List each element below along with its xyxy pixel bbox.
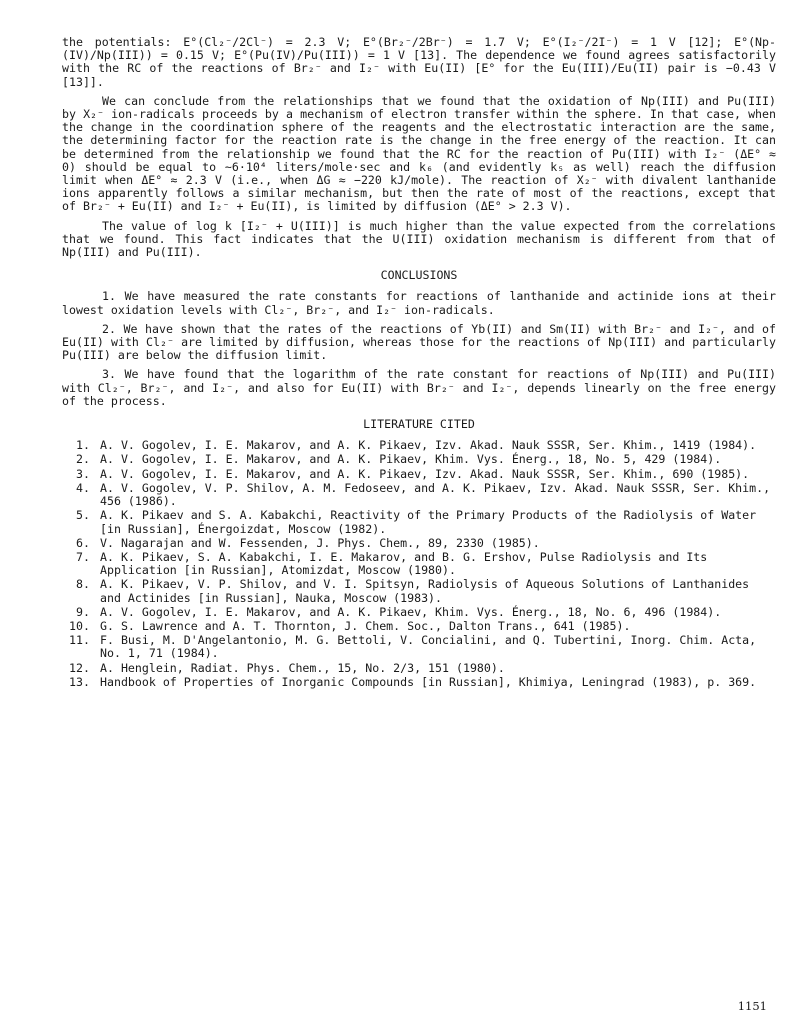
reference-number: 9. xyxy=(76,604,90,619)
conclusion-item: 3. We have found that the logarithm of the rate constant for reactions of Np(III) and Pu(III) with Cl₂⁻, Br₂⁻, and I₂⁻, and also for Eu(II) with Br₂⁻ and I₂⁻, depends linearly on the free energy of the process. xyxy=(62,367,776,408)
reference-text: A. V. Gogolev, V. P. Shilov, A. M. Fedoseev, and A. K. Pikaev, Izv. Akad. Nauk SSSR, Ser. Khim., 456 (1986). xyxy=(100,480,771,509)
reference-text: A. Henglein, Radiat. Phys. Chem., 15, No. 2/3, 151 (1980). xyxy=(100,660,505,675)
reference-item xyxy=(62,634,776,660)
reference-text: Handbook of Properties of Inorganic Compounds [in Russian], Khimiya, Leningrad (1983), p. 369. xyxy=(100,674,757,689)
reference-number: 8. xyxy=(76,577,90,592)
reference-item xyxy=(62,453,776,466)
reference-text: A. K. Pikaev, V. P. Shilov, and V. I. Spitsyn, Radiolysis of Aqueous Solutions of Lanthanides and Actinides [in Russian], Nauka, Moscow (1983). xyxy=(100,577,750,605)
reference-number: 3. xyxy=(76,466,90,481)
reference-number: 13. xyxy=(69,674,90,689)
conclusion-item: 2. We have shown that the rates of the reactions of Yb(II) and Sm(II) with Br₂⁻ and I₂⁻, and of Eu(II) with Cl₂⁻ are limited by diffusion, whereas those for the reactions of Np(III) and particularly Pu(III) are below the diffusion limit. xyxy=(62,321,776,363)
reference-item xyxy=(62,606,776,619)
body-paragraph: We can conclude from the relationships that we found that the oxidation of Np(III) and Pu(III) by X₂⁻ ion-radicals proceeds by a mechanism of electron transfer within the sphere. In that case, when the change in the coordination sphere of the reagents and the electrostatic interaction are the same, the determining factor for the reaction rate is the change in the free energy of the reaction. It can be determined from the relationship we found that the RC for the reaction of Pu(III) with I₂⁻ (ΔE° ≈ 0) should be equal to ~6·10⁴ liters/mole·sec and k₆ (and evidently k₅ as well) reach the diffusion limit when ΔE° ≈ 2.3 V (i.e., when ΔG ≈ −220 kJ/mole). The reaction of X₂⁻ with divalent lanthanide ions apparently follows a similar mechanism, but then the rate of most of the reactions, except that of Br₂⁻ + Eu(II) and I₂⁻ + Eu(II), is limited by diffusion (ΔE° > 2.3 V). xyxy=(62,93,776,214)
conclusion-item: 1. We have measured the rate constants for reactions of lanthanide and actinide ions at their lowest oxidation levels with Cl₂⁻, Br₂⁻, and I₂⁻ ion-radicals. xyxy=(62,289,776,317)
reference-number: 4. xyxy=(76,480,90,495)
reference-text: V. Nagarajan and W. Fessenden, J. Phys. Chem., 89, 2330 (1985). xyxy=(100,535,540,550)
reference-item xyxy=(62,662,776,675)
conclusions-heading: CONCLUSIONS xyxy=(380,268,458,283)
reference-item xyxy=(62,468,776,481)
body-paragraph: The value of log k [I₂⁻ + U(III)] is much higher than the value expected from the correlations that we found. This fact indicates that the U(III) oxidation mechanism is different from that of Np(III) and Pu(III). xyxy=(62,218,776,260)
reference-item xyxy=(62,439,776,452)
reference-item xyxy=(62,620,776,633)
reference-text: A. K. Pikaev and S. A. Kabakchi, Reactivity of the Primary Products of the Radiolysis of Water [in Russian], Énergoizdat, Moscow (1982). xyxy=(100,508,757,536)
reference-number: 1. xyxy=(76,438,90,453)
reference-number: 6. xyxy=(76,535,90,550)
reference-text: A. V. Gogolev, I. E. Makarov, and A. K. Pikaev, Khim. Vys. Énerg., 18, No. 6, 496 (1984). xyxy=(100,604,722,619)
page-content xyxy=(62,36,776,690)
reference-item xyxy=(62,537,776,550)
reference-text: A. V. Gogolev, I. E. Makarov, and A. K. Pikaev, Izv. Akad. Nauk SSSR, Ser. Khim., 1419 (1984). xyxy=(100,438,757,453)
reference-item xyxy=(62,578,776,604)
reference-number: 2. xyxy=(76,452,90,467)
page-number: 1151 xyxy=(737,999,767,1013)
reference-number: 10. xyxy=(69,618,90,633)
reference-number: 5. xyxy=(76,508,90,523)
reference-text: F. Busi, M. D'Angelantonio, M. G. Bettoli, V. Concialini, and Q. Tubertini, Inorg. Chim. Acta, No. 1, 71 (1984). xyxy=(100,633,757,661)
reference-item xyxy=(62,482,776,508)
body-paragraph: the potentials: E°(Cl₂⁻/2Cl⁻) = 2.3 V; E°(Br₂⁻/2Br⁻) = 1.7 V; E°(I₂⁻/2I⁻) = 1 V [12]; E°(Np-(IV)/Np(III)) = 0.15 V; E°(Pu(IV)/Pu(III)) = 1 V [13]. The dependence we found agrees satisfactorily with the RC of the reactions of Br₂⁻ and I₂⁻ with Eu(II) [E° for the Eu(III)/Eu(II) pair is −0.43 V [13]]. xyxy=(62,35,776,89)
reference-text: A. V. Gogolev, I. E. Makarov, and A. K. Pikaev, Izv. Akad. Nauk SSSR, Ser. Khim., 690 (1985). xyxy=(100,466,750,481)
reference-number: 11. xyxy=(69,633,90,648)
reference-text: G. S. Lawrence and A. T. Thornton, J. Chem. Soc., Dalton Trans., 641 (1985). xyxy=(100,618,631,633)
reference-number: 7. xyxy=(76,549,90,564)
reference-item xyxy=(62,509,776,535)
reference-list xyxy=(62,439,776,689)
reference-item xyxy=(62,551,776,577)
reference-item xyxy=(62,676,776,689)
reference-text: A. V. Gogolev, I. E. Makarov, and A. K. Pikaev, Khim. Vys. Énerg., 18, No. 5, 429 (1984). xyxy=(100,452,722,467)
literature-heading: LITERATURE CITED xyxy=(363,417,475,432)
reference-number: 12. xyxy=(69,660,90,675)
reference-text: A. K. Pikaev, S. A. Kabakchi, I. E. Makarov, and B. G. Ershov, Pulse Radiolysis and Its Application [in Russian], Atomizdat, Moscow (1980). xyxy=(100,549,708,578)
